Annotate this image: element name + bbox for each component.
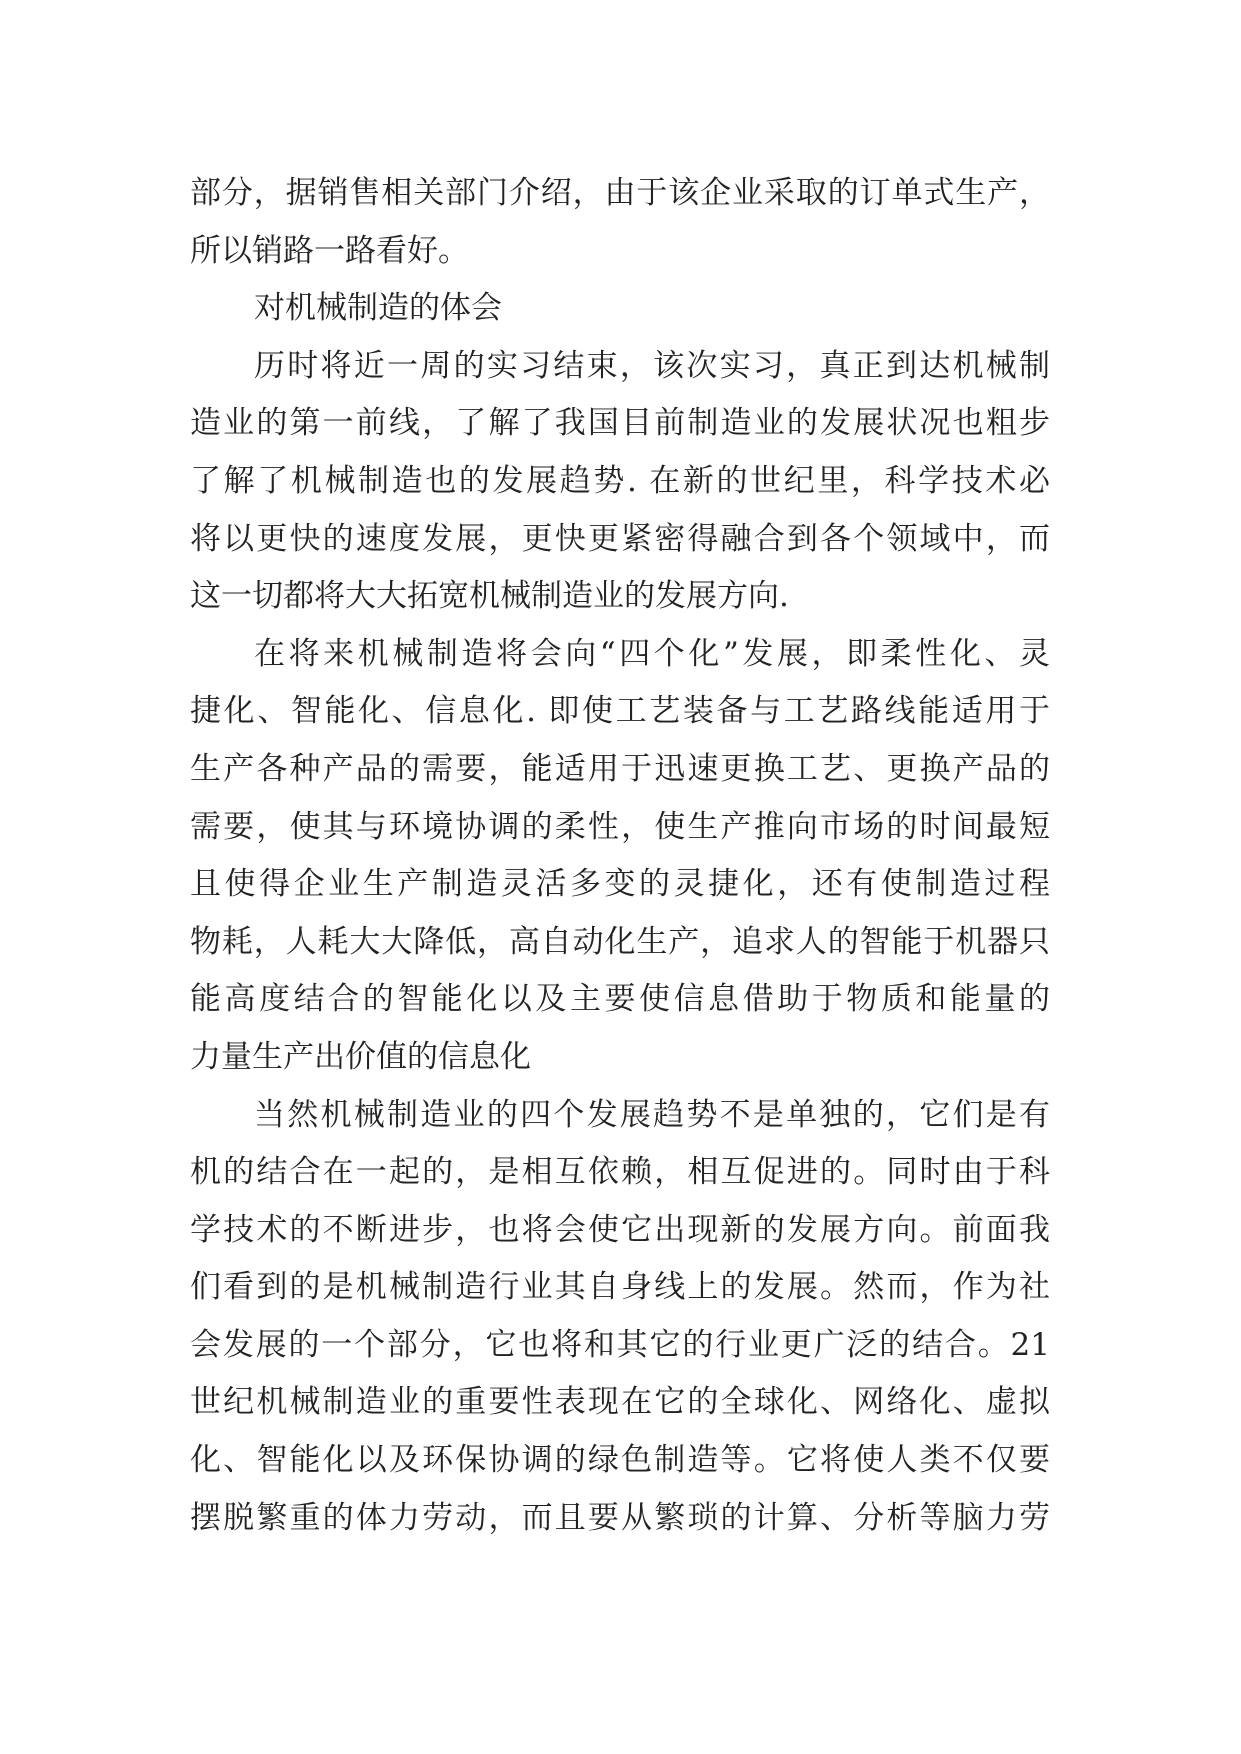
text-line: 了解了机械制造也的发展趋势. 在新的世纪里，科学技术必 (190, 462, 1050, 499)
text-line: 部分，据销售相关部门介绍，由于该企业采取的订单式生产， (190, 175, 1050, 211)
text-line: 摆脱繁重的体力劳动，而且要从繁琐的计算、分析等脑力劳 (190, 1499, 1050, 1536)
text-line: 化、智能化以及环保协调的绿色制造等。它将使人类不仅要 (190, 1442, 1050, 1479)
text-line: 在将来机械制造将会向“四个化”发展，即柔性化、灵 (254, 635, 1050, 672)
text-line: 且使得企业生产制造灵活多变的灵捷化，还有使制造过程 (190, 866, 1050, 903)
text-line: 机的结合在一起的，是相互依赖，相互促进的。同时由于科 (190, 1154, 1050, 1191)
text-line: 这一切都将大大拓宽机械制造业的发展方向. (190, 578, 789, 615)
text-line: 历时将近一周的实习结束，该次实习，真正到达机械制 (254, 347, 1050, 384)
text-line: 当然机械制造业的四个发展趋势不是单独的，它们是有 (254, 1096, 1050, 1133)
section-heading: 对机械制造的体会 (254, 290, 502, 327)
document-body (190, 165, 1050, 1547)
text-line: 将以更快的速度发展，更快更紧密得融合到各个领域中，而 (190, 520, 1050, 557)
text-line: 物耗，人耗大大降低，高自动化生产，追求人的智能于机器只 (190, 923, 1050, 960)
text-line: 们看到的是机械制造行业其自身线上的发展。然而，作为社 (190, 1269, 1050, 1306)
text-line: 能高度结合的智能化以及主要使信息借助于物质和能量的 (190, 981, 1050, 1018)
text-line: 力量生产出价值的信息化 (190, 1038, 531, 1075)
text-line: 会发展的一个部分，它也将和其它的行业更广泛的结合。21 (190, 1326, 1050, 1363)
text-line: 生产各种产品的需要，能适用于迅速更换工艺、更换产品的 (190, 750, 1050, 787)
text-line: 所以销路一路看好。 (190, 232, 469, 269)
text-line: 需要，使其与环境协调的柔性，使生产推向市场的时间最短 (190, 808, 1050, 845)
text-line: 学技术的不断进步，也将会使它出现新的发展方向。前面我 (190, 1211, 1050, 1248)
text-line: 世纪机械制造业的重要性表现在它的全球化、网络化、虚拟 (190, 1384, 1050, 1421)
text-line: 造业的第一前线，了解了我国目前制造业的发展状况也粗步 (190, 405, 1050, 442)
text-line: 捷化、智能化、信息化. 即使工艺装备与工艺路线能适用于 (190, 693, 1050, 730)
